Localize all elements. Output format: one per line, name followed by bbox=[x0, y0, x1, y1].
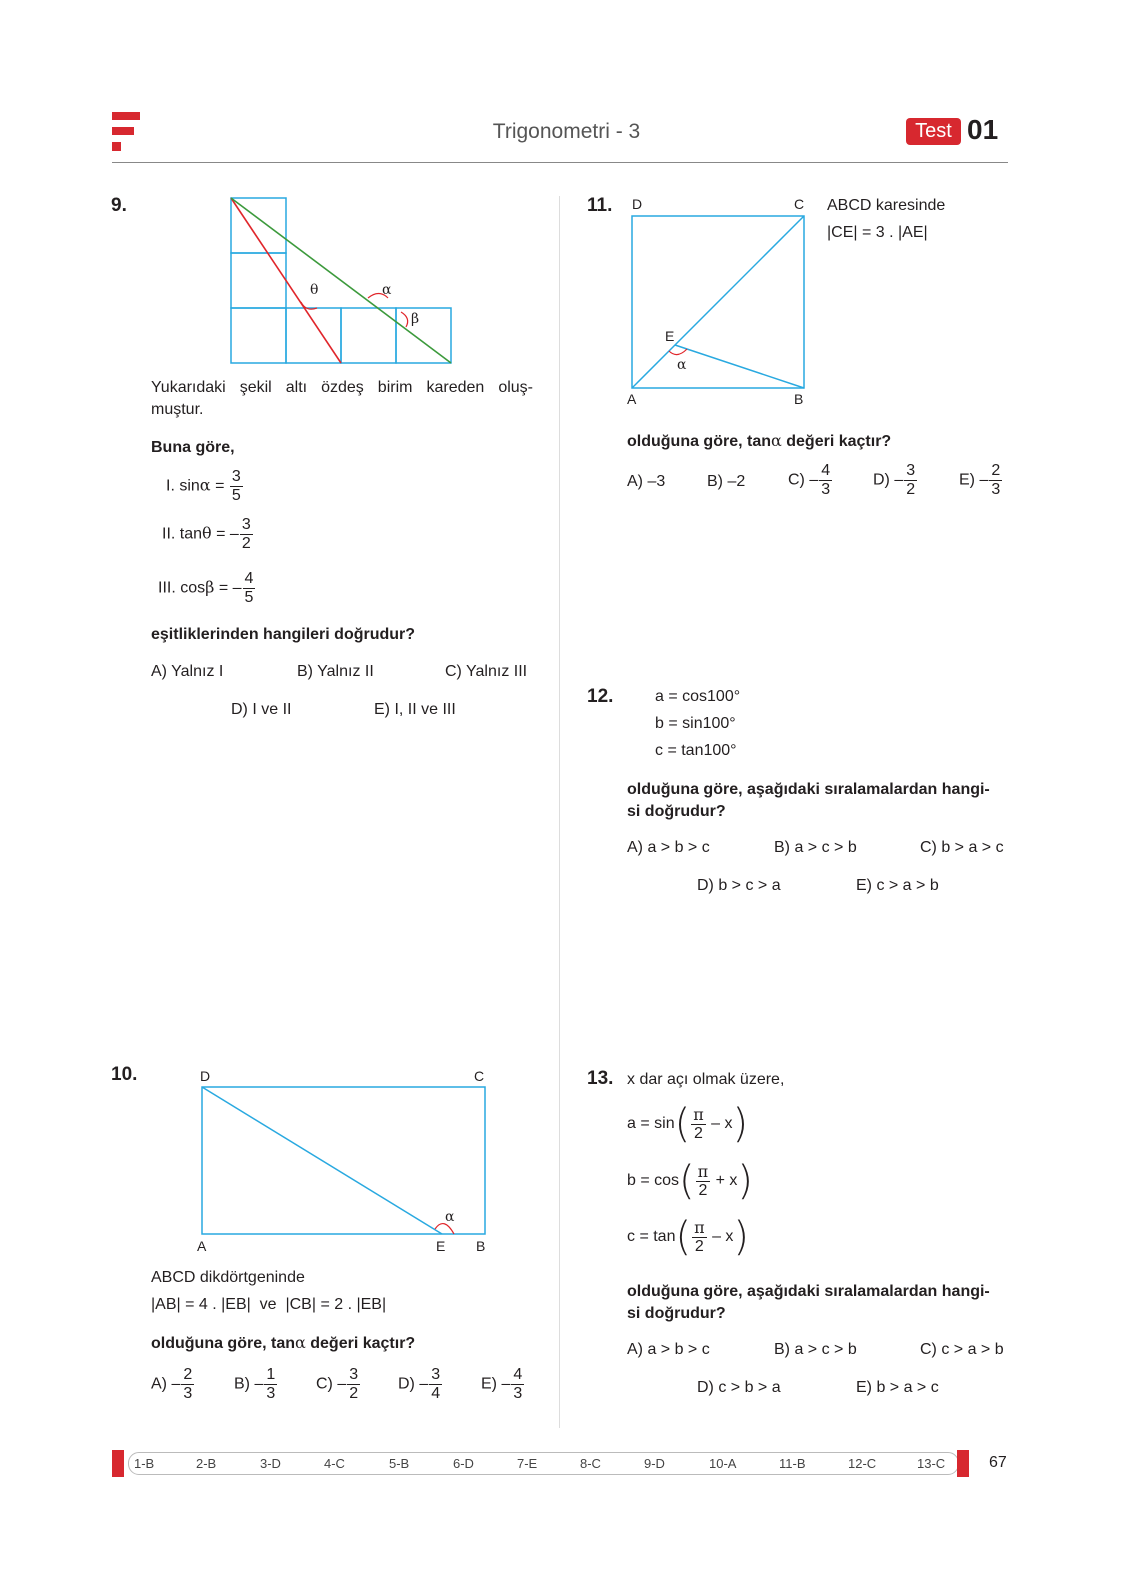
q13-a-def: a = sin( $\frac{\pi}{2}$ – x) bbox=[627, 1101, 749, 1147]
q12-option-b[interactable]: B) a > c > b bbox=[774, 839, 857, 856]
answer-key-item: 10-A bbox=[709, 1456, 737, 1471]
question-13-prompt-line2: si doğrudur? bbox=[627, 1305, 726, 1322]
statement-2: II. tanθ = – $\frac{3}{2}$ bbox=[162, 516, 251, 552]
page-title: Trigonometri - 3 bbox=[492, 120, 641, 143]
unit-square bbox=[396, 308, 451, 363]
answer-key-item: 7-E bbox=[517, 1456, 538, 1471]
label-c: C bbox=[794, 196, 805, 212]
answer-key-item: 4-C bbox=[324, 1456, 345, 1471]
q13-b-def: b = cos( $\frac{\pi}{2}$ + x) bbox=[627, 1158, 754, 1204]
q11-option-d[interactable]: D) – $\frac{3}{2}$ bbox=[873, 462, 916, 498]
rectangle-abcd bbox=[202, 1087, 485, 1234]
question-9-prompt: eşitliklerinden hangileri doğrudur? bbox=[151, 626, 416, 643]
q9-option-b[interactable]: B) Yalnız II bbox=[297, 663, 374, 680]
page-number: 67 bbox=[989, 1454, 1007, 1471]
q10-option-a[interactable]: A) – $\frac{2}{3}$ bbox=[151, 1366, 193, 1402]
q13-option-d[interactable]: D) c > b > a bbox=[697, 1379, 781, 1396]
q12-option-c[interactable]: C) b > a > c bbox=[920, 839, 1004, 856]
answer-key-item: 11-B bbox=[779, 1456, 806, 1471]
beta-label: β bbox=[411, 311, 420, 327]
question-9-number: 9. bbox=[111, 195, 127, 216]
q10-option-b[interactable]: B) – $\frac{1}{3}$ bbox=[234, 1366, 276, 1402]
q11-option-c[interactable]: C) – $\frac{4}{3}$ bbox=[788, 462, 831, 498]
beta-arc bbox=[401, 312, 408, 327]
question-13-prompt-line1: olduğuna göre, aşağıdaki sıralamalardan hangi- bbox=[627, 1283, 990, 1300]
question-11-prompt: olduğuna göre, tanα değeri kaçtır? bbox=[627, 431, 892, 450]
question-11-line1: ABCD karesinde bbox=[827, 197, 946, 214]
label-b: B bbox=[476, 1238, 486, 1254]
unit-square bbox=[231, 253, 286, 308]
question-10-line1: ABCD dikdörtgeninde bbox=[151, 1269, 305, 1286]
theta-label: θ bbox=[310, 282, 319, 298]
q13-option-e[interactable]: E) b > a > c bbox=[856, 1379, 939, 1396]
answer-key-item: 6-D bbox=[453, 1456, 474, 1471]
segment-de bbox=[202, 1087, 442, 1234]
alpha-arc bbox=[435, 1224, 454, 1234]
answer-key-item: 13-C bbox=[917, 1456, 946, 1471]
q12-a-def: a = cos100° bbox=[655, 688, 741, 705]
question-11-number: 11. bbox=[587, 195, 613, 216]
header-divider bbox=[112, 162, 1008, 163]
label-e: E bbox=[665, 328, 675, 344]
q10-option-e[interactable]: E) – $\frac{4}{3}$ bbox=[481, 1366, 523, 1402]
q13-option-c[interactable]: C) c > a > b bbox=[920, 1341, 1004, 1358]
test-number: 01 bbox=[967, 114, 999, 145]
question-11-line2: |CE| = 3 . |AE| bbox=[827, 224, 928, 241]
q9-option-a[interactable]: A) Yalnız I bbox=[151, 663, 224, 680]
question-12-prompt-line1: olduğuna göre, aşağıdaki sıralamalardan hangi- bbox=[627, 781, 990, 798]
column-divider bbox=[559, 196, 560, 1428]
label-d: D bbox=[200, 1068, 211, 1084]
answer-key-item: 12-C bbox=[848, 1456, 877, 1471]
question-10-number: 10. bbox=[111, 1064, 138, 1085]
question-10-prompt: olduğuna göre, tanα değeri kaçtır? bbox=[151, 1333, 416, 1352]
q13-c-def: c = tan( $\frac{\pi}{2}$ – x) bbox=[627, 1214, 750, 1260]
answer-key-item: 8-C bbox=[580, 1456, 601, 1471]
alpha-arc bbox=[669, 349, 687, 355]
q10-option-c[interactable]: C) – $\frac{3}{2}$ bbox=[316, 1366, 359, 1402]
question-12-number: 12. bbox=[587, 686, 614, 707]
q12-option-d[interactable]: D) b > c > a bbox=[697, 877, 781, 894]
test-badge: Test bbox=[906, 118, 961, 145]
unit-square bbox=[231, 198, 286, 253]
q11-option-e[interactable]: E) – $\frac{2}{3}$ bbox=[959, 462, 1001, 498]
question-10-line2: |AB| = 4 . |EB| ve |CB| = 2 . |EB| bbox=[151, 1296, 387, 1313]
q12-option-a[interactable]: A) a > b > c bbox=[627, 839, 710, 856]
statement-1: I. sinα = $\frac{3}{5}$ bbox=[166, 468, 241, 504]
label-a: A bbox=[627, 391, 637, 407]
label-e: E bbox=[436, 1238, 446, 1254]
label-a: A bbox=[197, 1238, 207, 1254]
answer-key-item: 9-D bbox=[644, 1456, 665, 1471]
q11-option-a[interactable]: A) –3 bbox=[627, 473, 666, 490]
q12-option-e[interactable]: E) c > a > b bbox=[856, 877, 939, 894]
statement-3: III. cosβ = – $\frac{4}{5}$ bbox=[158, 570, 254, 606]
q11-option-b[interactable]: B) –2 bbox=[707, 473, 746, 490]
question-9-text-line1: Yukarıdaki şekil altı özdeş birim kareden oluş- bbox=[151, 379, 533, 396]
q9-option-d[interactable]: D) I ve II bbox=[231, 701, 292, 718]
unit-square bbox=[286, 308, 341, 363]
q9-option-c[interactable]: C) Yalnız III bbox=[445, 663, 528, 680]
question-10-figure bbox=[192, 1064, 497, 1259]
q12-b-def: b = sin100° bbox=[655, 715, 736, 732]
q13-option-b[interactable]: B) a > c > b bbox=[774, 1341, 857, 1358]
question-12-prompt-line2: si doğrudur? bbox=[627, 803, 726, 820]
answer-key-item: 5-B bbox=[389, 1456, 410, 1471]
question-9-intro: Buna göre, bbox=[151, 439, 235, 456]
alpha-label: α bbox=[677, 357, 687, 373]
question-11-figure bbox=[622, 192, 817, 412]
question-13-number: 13. bbox=[587, 1068, 614, 1089]
label-c: C bbox=[474, 1068, 485, 1084]
q12-c-def: c = tan100° bbox=[655, 742, 737, 759]
q10-option-d[interactable]: D) – $\frac{3}{4}$ bbox=[398, 1366, 441, 1402]
segment-eb bbox=[675, 345, 804, 388]
q13-option-a[interactable]: A) a > b > c bbox=[627, 1341, 710, 1358]
unit-square bbox=[231, 308, 286, 363]
answer-key-bar bbox=[112, 1450, 969, 1477]
answer-key-item: 3-D bbox=[260, 1456, 281, 1471]
answer-key-item: 1-B bbox=[134, 1456, 155, 1471]
q9-option-e[interactable]: E) I, II ve III bbox=[374, 701, 456, 718]
alpha-label: α bbox=[445, 1209, 455, 1225]
question-9-text-line2: muştur. bbox=[151, 401, 204, 418]
diagonal-ac bbox=[632, 216, 804, 388]
label-d: D bbox=[632, 196, 643, 212]
alpha-label: α bbox=[382, 282, 392, 298]
label-b: B bbox=[794, 391, 804, 407]
question-9-figure bbox=[225, 192, 460, 372]
question-13-intro: x dar açı olmak üzere, bbox=[627, 1071, 785, 1088]
answer-key-item: 2-B bbox=[196, 1456, 217, 1471]
